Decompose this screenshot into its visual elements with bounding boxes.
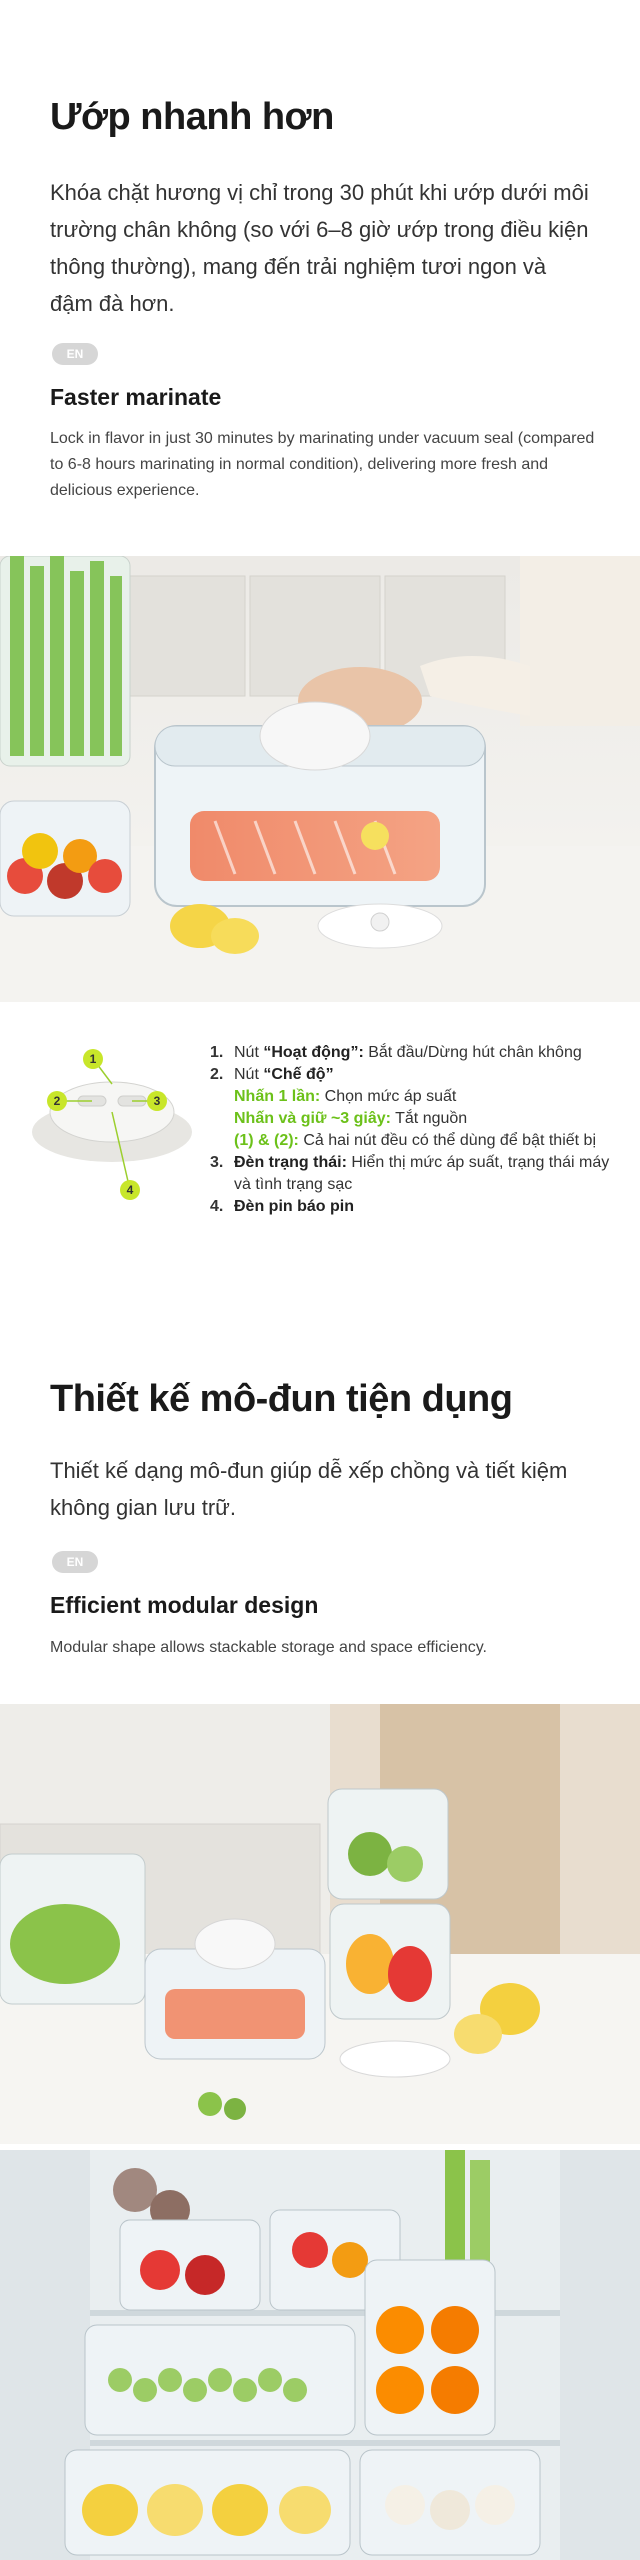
marinate-photo-illustration — [0, 556, 640, 1002]
legend-num: 2. — [210, 1066, 224, 1083]
modular-counter-illustration — [0, 1704, 640, 2144]
device-diagram — [30, 1040, 200, 1210]
section-title-modular: Thiết kế mô-đun tiện dụng — [50, 1378, 513, 1420]
legend-subitem — [234, 1130, 630, 1152]
legend-num: 3. — [210, 1154, 224, 1171]
marker-1: 1 — [83, 1049, 103, 1069]
legend-prefix: Nút — [234, 1044, 264, 1061]
legend-sub-text: Chọn mức áp suất — [320, 1088, 457, 1105]
legend-num: 1. — [210, 1044, 224, 1061]
legend-subitem — [234, 1108, 630, 1130]
marker-3: 3 — [147, 1091, 167, 1111]
section-desc-vi: Thiết kế dạng mô-đun giúp dễ xếp chồng và tiết kiệm không gian lưu trữ. — [50, 1458, 568, 1520]
legend-label: “Hoạt động”: — [263, 1044, 364, 1061]
section-desc-en: Lock in flavor in just 30 minutes by marinating under vacuum seal (compared to 6-8 hours marinating in normal condition), delivering more fresh and delicious experience. — [50, 430, 595, 499]
legend-sub-text: Cả hai nút đều có thể dùng để bật thiết bị — [298, 1132, 596, 1149]
legend-item-3 — [210, 1152, 630, 1196]
section-title-en: Efficient modular design — [50, 1592, 319, 1618]
legend-sub-text: Tắt nguồn — [390, 1110, 468, 1127]
legend-label: Đèn pin báo pin — [234, 1198, 354, 1215]
legend-sub-label: (1) & (2): — [234, 1132, 299, 1149]
section-desc-vi: Khóa chặt hương vị chỉ trong 30 phút khi ướp dưới môi trường chân không (so với 6–8 giờ ướp trong điều kiện thông thường), mang đến trải nghiệm tươi ngon và đậm đà hơn. — [50, 180, 589, 316]
marker-4: 4 — [120, 1180, 140, 1200]
fridge-storage-illustration — [0, 2150, 640, 2560]
device-legend — [210, 1042, 630, 1218]
section-title-marinate: Ướp nhanh hơn — [50, 96, 334, 138]
vacuum-device-illustration — [30, 1040, 200, 1210]
legend-item-1 — [210, 1042, 630, 1064]
en-badge: EN — [52, 1551, 98, 1573]
legend-text: Hiển thị mức áp suất, trạng thái máy và tình trạng sạc — [234, 1154, 610, 1193]
marinate-photo — [0, 556, 640, 1002]
legend-item-2 — [210, 1064, 630, 1152]
section-title-en: Faster marinate — [50, 384, 222, 410]
legend-sub-label: Nhấn 1 lần: — [234, 1088, 321, 1105]
legend-prefix: Nút — [234, 1066, 264, 1083]
legend-num: 4. — [210, 1198, 224, 1215]
legend-sub-label: Nhấn và giữ ~3 giây: — [234, 1110, 391, 1127]
legend-item-4 — [210, 1196, 630, 1218]
legend-label: Đèn trạng thái: — [234, 1154, 347, 1171]
marker-2: 2 — [47, 1091, 67, 1111]
modular-counter-photo — [0, 1704, 640, 2144]
en-badge: EN — [52, 343, 98, 365]
legend-text: Bắt đầu/Dừng hút chân không — [363, 1044, 582, 1061]
fridge-storage-photo — [0, 2150, 640, 2560]
legend-subitem — [234, 1086, 630, 1108]
legend-label: “Chế độ” — [263, 1066, 334, 1083]
section-desc-en: Modular shape allows stackable storage and space efficiency. — [50, 1639, 487, 1656]
